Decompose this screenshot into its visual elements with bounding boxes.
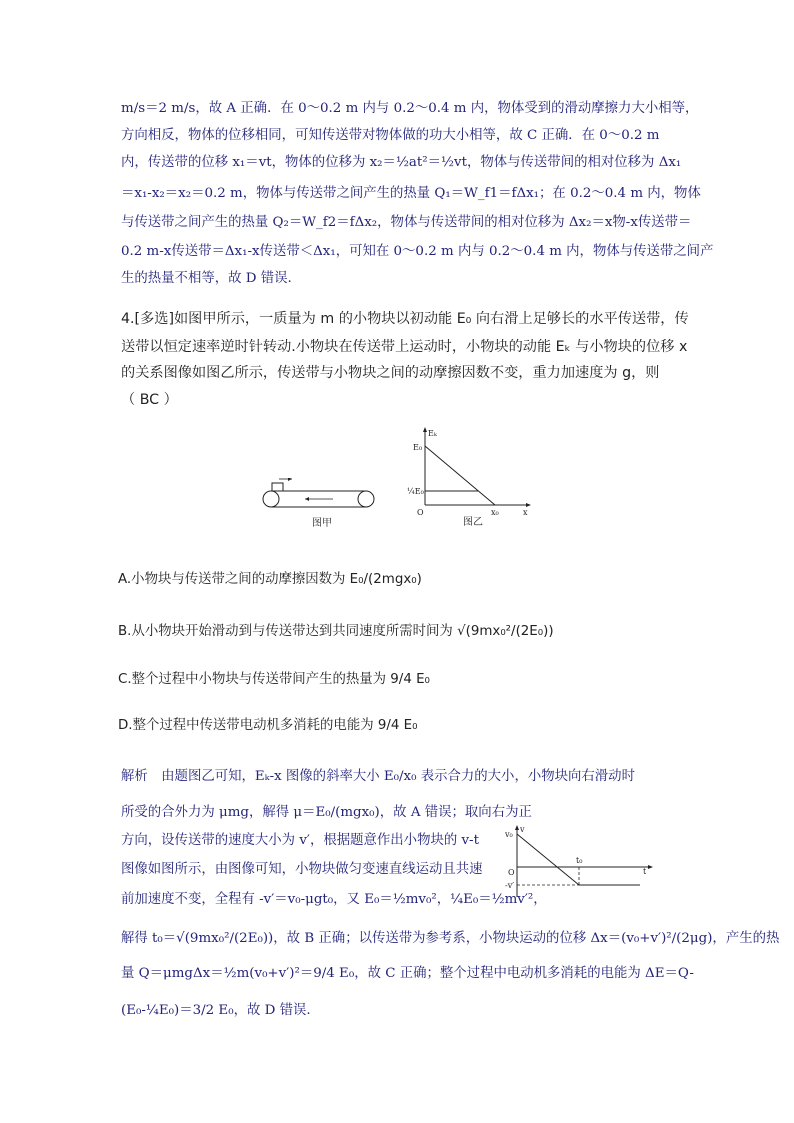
vt-origin-label: O xyxy=(508,868,515,877)
fig-b-caption: 图乙 xyxy=(463,517,483,528)
solution-line-7: 生的热量不相等，故 D 错误. xyxy=(121,271,292,286)
analysis-line-2: 所受的合外力为 μmg，解得 μ＝E₀/(mgx₀)，故 A 错误；取向右为正 xyxy=(121,805,532,820)
question-line-1: 4.[多选]如图甲所示，一质量为 m 的小物块以初动能 E₀ 向右滑上足够长的水平传送带，传 xyxy=(121,311,689,327)
conveyor-figure xyxy=(255,478,390,530)
vt-y-label: v xyxy=(520,825,525,834)
solution-line-1: m/s＝2 m/s，故 A 正确．在 0～0.2 m 内与 0.2～0.4 m 内，物体受到的滑动摩擦力大小相等， xyxy=(121,101,699,116)
graph-x0-label: x₀ xyxy=(491,508,499,517)
question-line-2: 送带以恒定速率逆时针转动.小物块在传送带上运动时，小物块的动能 Eₖ 与小物块的位移 x xyxy=(121,339,688,355)
analysis-line-6: 解得 t₀＝√(9mx₀²/(2E₀))，故 B 正确；以传送带为参考系，小物块运动的位移 Δx＝(v₀+v′)²/(2μg)，产生的热 xyxy=(121,931,780,946)
graph-e0-label: E₀ xyxy=(413,443,423,452)
question-line-3: 的关系图像如图乙所示，传送带与小物块之间的动摩擦因数不变，重力加速度为 g，则 xyxy=(121,365,660,381)
graph-origin-label: O xyxy=(417,508,424,517)
solution-line-6: 0.2 m-x传送带＝Δx₁-x传送带＜Δx₁，可知在 0～0.2 m 内与 0.2～0.4 m 内，物体与传送带之间产 xyxy=(121,244,714,259)
solution-line-5: 与传送带之间产生的热量 Q₂＝W_f2＝fΔx₂，物体与传送带间的相对位移为 Δx₂＝x物-x传送带＝ xyxy=(121,215,692,230)
solution-line-2: 方向相反，物体的位移相同，可知传送带对物体做的功大小相等，故 C 正确．在 0～0.2 m xyxy=(121,128,660,143)
vt-x-label: t xyxy=(643,867,647,876)
analysis-line-1: 解析 由题图乙可知，Eₖ-x 图像的斜率大小 E₀/x₀ 表示合力的大小，小物块向右滑动时 xyxy=(121,769,635,784)
graph-y-label: Eₖ xyxy=(428,429,437,438)
graph-quarter-label: ¼E₀ xyxy=(407,487,424,496)
option-b: B.从小物块开始滑动到与传送带达到共同速度所需时间为 √(9mx₀²/(2E₀)) xyxy=(118,624,554,639)
vt-graph xyxy=(505,822,655,900)
option-a: A.小物块与传送带之间的动摩擦因数为 E₀/(2mgx₀) xyxy=(118,572,422,587)
solution-line-4: ＝x₁-x₂＝x₂＝0.2 m，物体与传送带之间产生的热量 Q₁＝W_f1＝fΔx₁；在 0.2～0.4 m 内，物体 xyxy=(121,186,701,201)
analysis-line-7: 量 Q＝μmgΔx＝½m(v₀+v′)²＝9/4 E₀，故 C 正确；整个过程中电动机多消耗的电能为 ΔE＝Q- xyxy=(121,966,694,981)
question-answer: （ BC ） xyxy=(121,392,178,408)
vt-t0-label: t₀ xyxy=(576,856,583,865)
ek-x-graph xyxy=(403,425,543,530)
option-c: C.整个过程中小物块与传送带间产生的热量为 9/4 E₀ xyxy=(118,672,430,687)
option-d: D.整个过程中传送带电动机多消耗的电能为 9/4 E₀ xyxy=(118,718,418,733)
analysis-line-5: 前加速度不变，全程有 -v′＝v₀-μgt₀，又 E₀＝½mv₀²，¼E₀＝½mv′²， xyxy=(121,892,547,907)
graph-x-label: x xyxy=(523,508,528,517)
solution-line-3: 内，传送带的位移 x₁＝vt，物体的位移为 x₂＝½at²＝½vt，物体与传送带间的相对位移为 Δx₁ xyxy=(121,155,682,170)
analysis-line-4: 图像如图所示，由图像可知，小物块做匀变速直线运动且共速 xyxy=(121,862,483,877)
analysis-line-3: 方向，设传送带的速度大小为 v′，根据题意作出小物块的 v-t xyxy=(121,833,479,848)
fig-a-caption: 图甲 xyxy=(312,518,332,529)
vt-negv-label: -v′ xyxy=(505,881,515,890)
analysis-line-8: (E₀-¼E₀)＝3/2 E₀，故 D 错误. xyxy=(121,1003,311,1018)
vt-v0-label: v₀ xyxy=(505,830,513,839)
